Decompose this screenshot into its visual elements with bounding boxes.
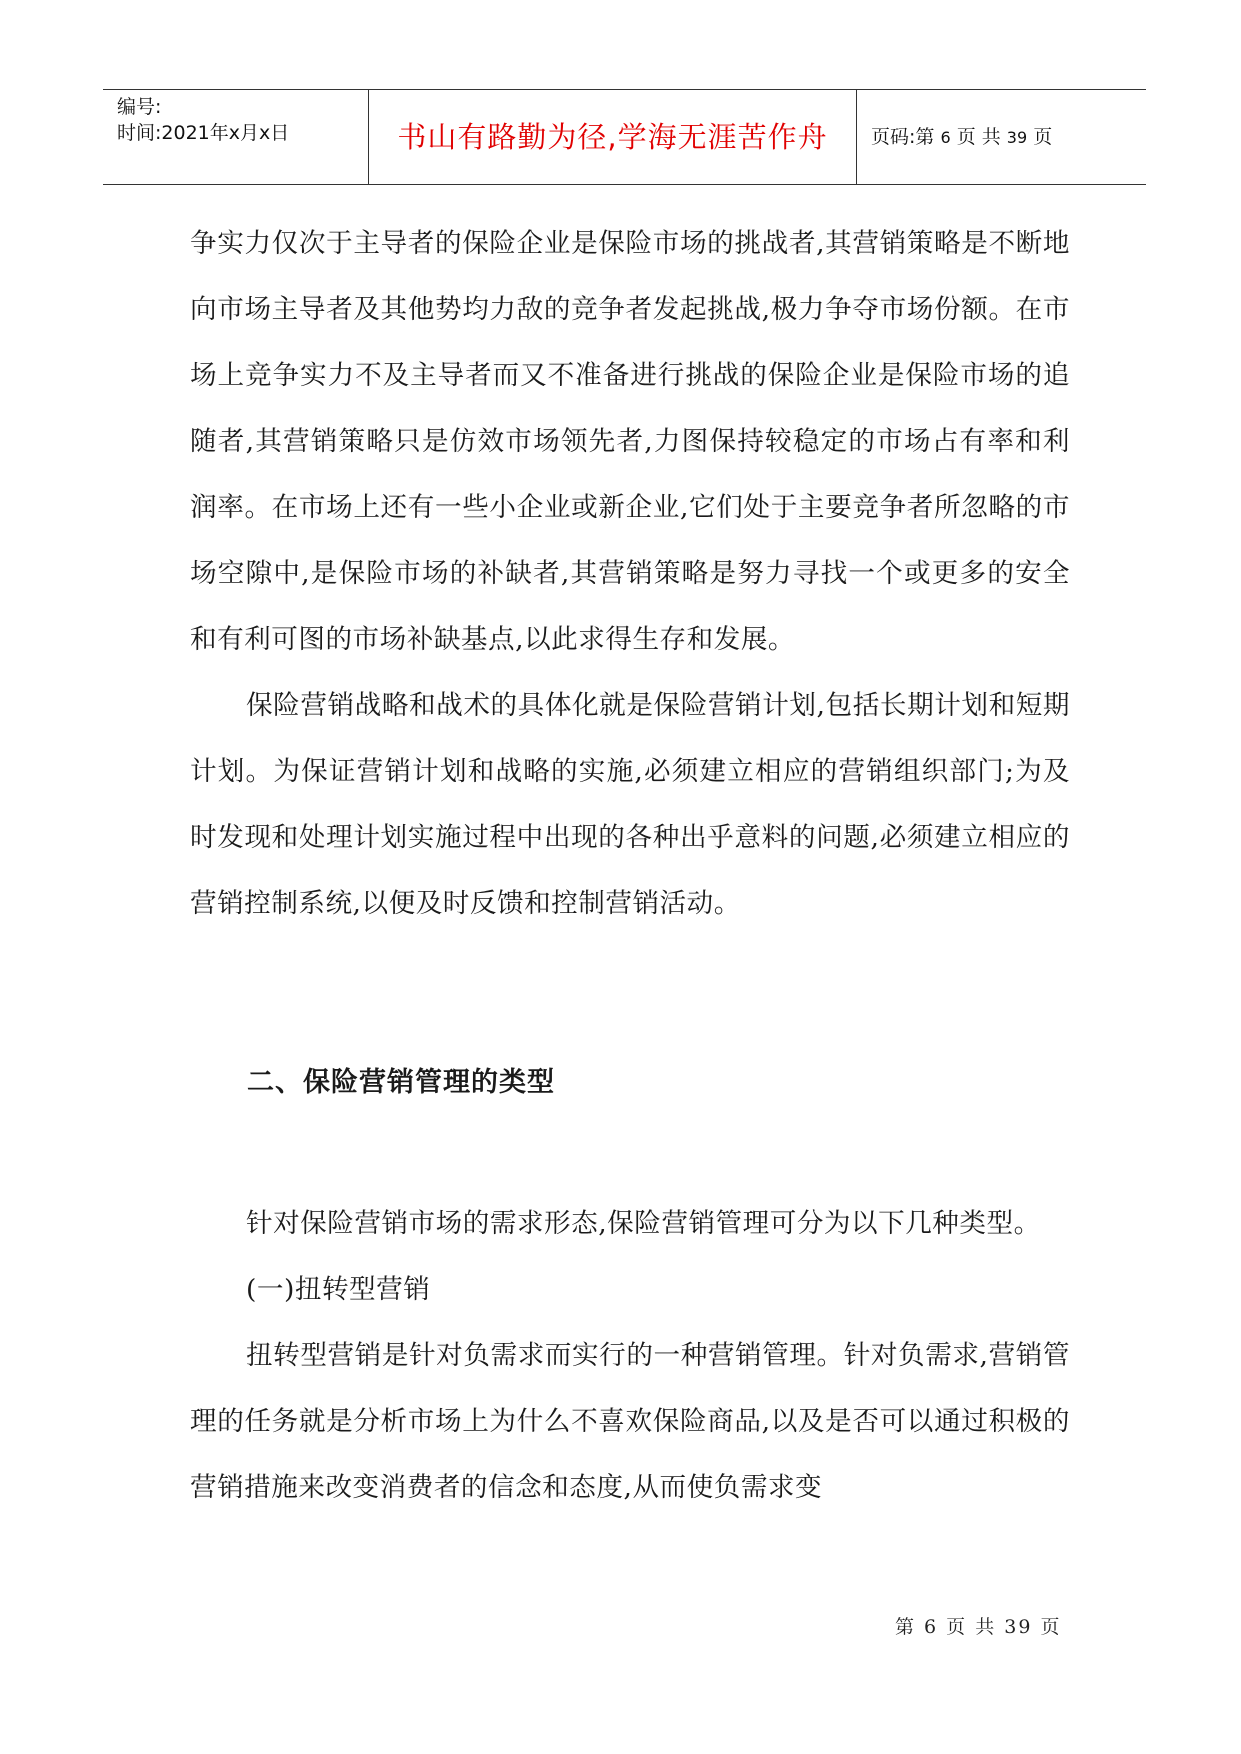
header-date: 时间:2021年x月x日 xyxy=(117,122,290,144)
paragraph: 保险营销战略和战术的具体化就是保险营销计划,包括长期计划和短期计划。为保证营销计划和战略的实施,必须建立相应的营销组织部门;为及时发现和处理计划实施过程中出现的各种出乎意料的问题,必须建立相应的营销控制系统,以便及时反馈和控制营销活动。 xyxy=(190,690,1070,919)
header-meta xyxy=(117,94,289,146)
serial-number-label: 编号: xyxy=(117,96,162,118)
paragraph: 扭转型营销是针对负需求而实行的一种营销管理。针对负需求,营销管理的任务就是分析市场上为什么不喜欢保险商品,以及是否可以通过积极的营销措施来改变消费者的信念和态度,从而使负需求变 xyxy=(190,1340,1070,1503)
header-motto: 书山有路勤为径,学海无涯苦作舟 xyxy=(397,120,828,154)
current-page-number: 6 xyxy=(940,128,951,147)
page-header xyxy=(103,89,1146,185)
paragraph: 争实力仅次于主导者的保险企业是保险市场的挑战者,其营销策略是不断地向市场主导者及其他势均力敌的竞争者发起挑战,极力争夺市场份额。在市场上竞争实力不及主导者而又不准备进行挑战的保险企业是保险市场的追随者,其营销策略只是仿效市场领先者,力图保持较稳定的市场占有率和利润率。在市场上还有一些小企业或新企业,它们处于主要竞争者所忽略的市场空隙中,是保险市场的补缺者,其营销策略是努力寻找一个或更多的安全和有利可图的市场补缺基点,以此求得生存和发展。 xyxy=(190,228,1070,655)
page-prefix: 页码:第 xyxy=(871,126,935,148)
paragraph: 针对保险营销市场的需求形态,保险营销管理可分为以下几种类型。 xyxy=(246,1208,1041,1239)
section-heading: 二、保险营销管理的类型 xyxy=(247,1067,555,1098)
page-mid: 页 共 xyxy=(956,126,1001,148)
total-pages-number: 39 xyxy=(1006,128,1028,147)
header-divider xyxy=(856,90,857,184)
page-footer: 第 6 页 共 39 页 xyxy=(895,1616,1062,1638)
body-text-bottom xyxy=(190,1191,1070,1521)
body-text-top xyxy=(190,211,1070,937)
page-suffix: 页 xyxy=(1033,126,1053,148)
subsection-heading: (一)扭转型营销 xyxy=(246,1274,431,1305)
header-page-indicator xyxy=(871,90,1052,184)
